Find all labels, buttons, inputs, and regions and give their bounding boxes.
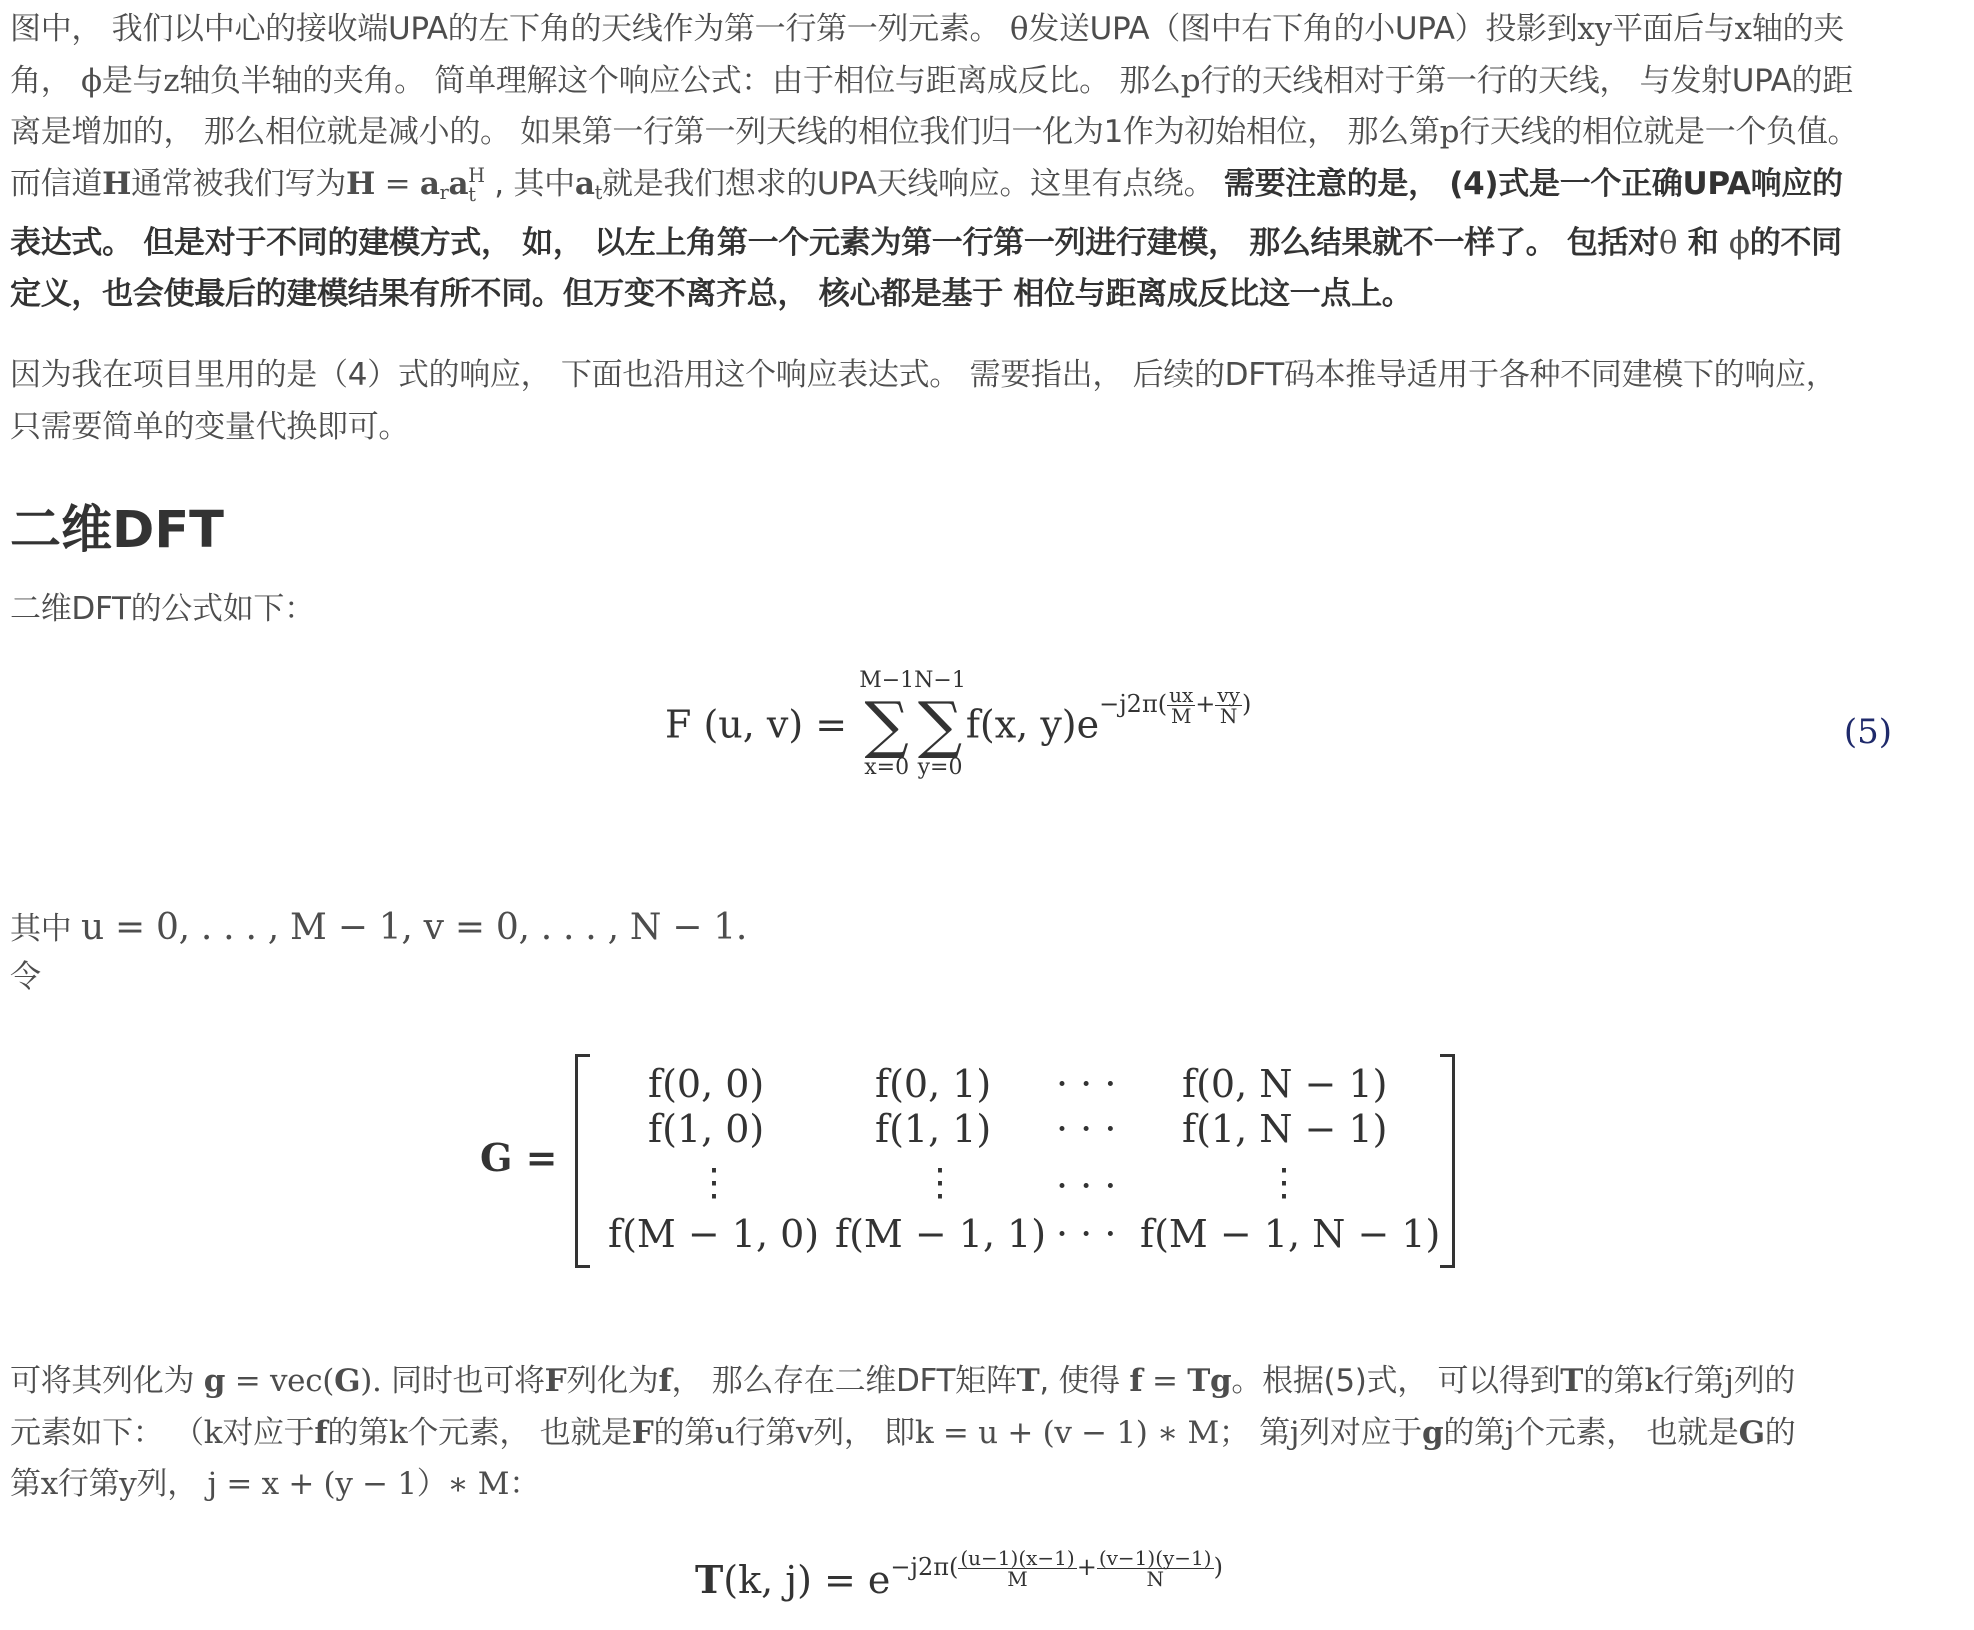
equation-2d-dft: F (u, v) = M−1 ∑ x=0 N−1 ∑ y=0 f(x, $y)e^{-j2\pi( \frac{ux}{M} + \frac{vy}{N} )}$ xyxy=(665,668,1252,781)
let-text: 令 xyxy=(10,959,41,995)
matrix-cell: f(1, N − 1) xyxy=(1182,1107,1388,1151)
section-heading: 二维DFT xyxy=(10,501,224,560)
matrix-cell: · · · xyxy=(1056,1107,1117,1151)
equation-dft-matrix-element: T(k, $j) = e^{-j2\pi( \frac{(u-1)(x-1)}{M} + \frac{(v-1)(y-1)}{N} )}$ xyxy=(695,1546,1223,1602)
paragraph-vectorization xyxy=(10,1356,1940,1511)
paragraph-upa-explanation xyxy=(10,4,1940,321)
text-line: 离是增加的， 那么相位就是减小的。 如果第一行第一列天线的相位我们归一化为1作为初始相位， 那么第p行天线的相位就是一个负值。 xyxy=(10,114,1859,150)
text-line: 元素如下： （k对应于f的第k个元素， 也就是F的第u行第v列， 即k = u + (v − 1) ∗ M； 第j列对应于g的第j个元素， 也就是G的 xyxy=(10,1414,1796,1451)
matrix-cell: ⋮ xyxy=(695,1160,733,1204)
text-line: 表达式。 但是对于不同的建模方式， 如， 以左上角第一个元素为第一行第一列进行建模， 那么结果就不一样了。 包括对θ 和 ϕ的不同 xyxy=(10,224,1842,261)
right-bracket xyxy=(1440,1054,1455,1268)
text-line: 因为我在项目里用的是（4）式的响应， 下面也沿用这个响应表达式。 需要指出， 后续的DFT码本推导适用于各种不同建模下的响应， xyxy=(10,357,1837,393)
fraction: $\frac{(v-1)(y-1)}{N}$ xyxy=(1098,1546,1212,1591)
formula-intro: 二维DFT的公式如下： xyxy=(10,591,315,627)
text-line: 角， ϕ是与z轴负半轴的夹角。 简单理解这个响应公式：由于相位与距离成反比。 那么p行的天线相对于第一行的天线， 与发射UPA的距 xyxy=(10,62,1853,99)
text-line: 可将其列化为 g = vec(G). 同时也可将F列化为f， 那么存在二维DFT矩阵T, 使得 f = Tg。根据(5)式， 可以得到T的第k行第j列的 xyxy=(10,1363,1796,1399)
exponent: −j2π( (u−1)(x−1) M + (v−1)(y−1) N ) xyxy=(890,1546,1223,1591)
matrix-cell: f(1, 1) xyxy=(875,1107,992,1151)
summation-y: N−1 ∑ y=0 xyxy=(914,668,966,781)
text-line: 而信道H通常被我们写为$H = a_ra$ H t , 其中$a_t$就是我们想求的UPA天线响应。这里有点绕。 需要注意的是， (4)式是一个正确UPA响应的 xyxy=(10,163,1843,206)
matrix-cell: ⋮ xyxy=(921,1160,959,1204)
fraction: $\frac{vy}{N}$ xyxy=(1217,683,1240,729)
summation-x: M−1 ∑ x=0 xyxy=(859,668,915,781)
matrix-cell: · · · xyxy=(1056,1164,1117,1208)
superscript-subscript: H t xyxy=(468,163,485,206)
text-line: 第x行第y列， j = x + (y − 1）∗ M： xyxy=(10,1466,540,1502)
index-range: 其中 u = 0, . . . , M − 1, v = 0, . . . , N − 1. xyxy=(10,907,747,948)
matrix-g: G = f(0, 0) f(0, 1) · · · f(0, N − 1) f(1, 0) f(1, 1) · · · f(1, N − 1) ⋮ ⋮ · · · ⋮ f(M − 1, 0) f(M − 1, 1) · · · f(M − 1, N − 1) xyxy=(10,1040,1510,1270)
matrix-cell: · · · xyxy=(1056,1062,1117,1106)
exponent: −j2π( ux M + vy N ) xyxy=(1099,683,1252,729)
equation-number: (5) xyxy=(1843,712,1892,752)
matrix-cell: f(1, 0) xyxy=(648,1107,765,1151)
matrix-cell: f(0, 1) xyxy=(875,1062,992,1106)
matrix-cell: f(M − 1, 0) xyxy=(608,1212,820,1256)
matrix-cell: ⋮ xyxy=(1265,1160,1303,1204)
matrix-cell: f(M − 1, N − 1) xyxy=(1140,1212,1441,1256)
fraction: $\frac{ux}{M}$ xyxy=(1169,683,1194,729)
matrix-cell: f(0, N − 1) xyxy=(1182,1062,1388,1106)
text-line: 只需要简单的变量代换即可。 xyxy=(10,408,410,445)
matrix-cell: f(0, 0) xyxy=(648,1062,765,1106)
matrix-cell: f(M − 1, 1) xyxy=(835,1212,1047,1256)
text-line: 图中， 我们以中心的接收端UPA的左下角的天线作为第一行第一列元素。 θ发送UPA（图中右下角的小UPA）投影到xy平面后与x轴的夹 xyxy=(10,11,1844,47)
left-bracket xyxy=(575,1054,590,1268)
paragraph-project-note xyxy=(10,350,1940,453)
matrix-cell: · · · xyxy=(1056,1212,1117,1256)
fraction: $\frac{(u-1)(x-1)}{M}$ xyxy=(960,1546,1075,1591)
text-line: 定义，也会使最后的建模结果有所不同。但万变不离齐总， 核心都是基于 相位与距离成反比这一点上。 xyxy=(10,276,1413,313)
